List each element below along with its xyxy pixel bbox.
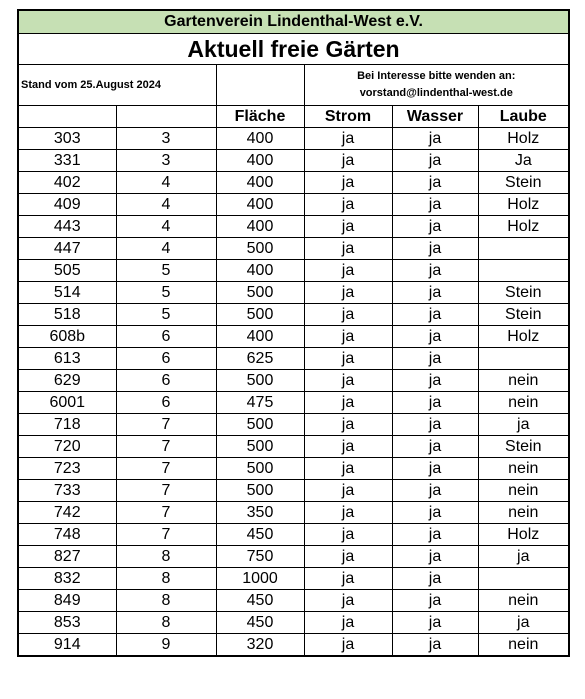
water-cell: ja bbox=[392, 436, 478, 458]
table-row bbox=[18, 590, 569, 612]
water-cell: ja bbox=[392, 150, 478, 172]
column-header-row bbox=[18, 106, 569, 128]
table-row bbox=[18, 414, 569, 436]
water-cell: ja bbox=[392, 128, 478, 150]
garden-number-cell: 723 bbox=[18, 458, 116, 480]
arbor-cell: nein bbox=[478, 502, 569, 524]
table-row bbox=[18, 150, 569, 172]
arbor-cell: Stein bbox=[478, 172, 569, 194]
garden-section-cell: 6 bbox=[116, 370, 216, 392]
table-row bbox=[18, 392, 569, 414]
garden-section-cell: 5 bbox=[116, 282, 216, 304]
water-cell: ja bbox=[392, 612, 478, 634]
contact-email: vorstand@lindenthal-west.de bbox=[359, 87, 513, 99]
garden-section-cell: 8 bbox=[116, 590, 216, 612]
arbor-cell: nein bbox=[478, 370, 569, 392]
garden-number-cell: 303 bbox=[18, 128, 116, 150]
garden-area-cell: 750 bbox=[216, 546, 304, 568]
electricity-cell: ja bbox=[304, 480, 392, 502]
electricity-cell: ja bbox=[304, 238, 392, 260]
garden-section-cell: 3 bbox=[116, 128, 216, 150]
arbor-cell: Holz bbox=[478, 216, 569, 238]
garden-section-cell: 4 bbox=[116, 172, 216, 194]
table-row bbox=[18, 282, 569, 304]
electricity-cell: ja bbox=[304, 546, 392, 568]
garden-area-cell: 500 bbox=[216, 370, 304, 392]
arbor-cell: nein bbox=[478, 458, 569, 480]
table-row bbox=[18, 546, 569, 568]
garden-number-cell: 613 bbox=[18, 348, 116, 370]
garden-section-cell: 7 bbox=[116, 458, 216, 480]
electricity-cell: ja bbox=[304, 172, 392, 194]
garden-number-cell: 849 bbox=[18, 590, 116, 612]
free-gardens-table bbox=[17, 9, 570, 657]
garden-section-cell: 7 bbox=[116, 524, 216, 546]
garden-area-cell: 450 bbox=[216, 590, 304, 612]
garden-area-cell: 475 bbox=[216, 392, 304, 414]
garden-section-cell: 8 bbox=[116, 546, 216, 568]
garden-section-cell: 6 bbox=[116, 326, 216, 348]
water-cell: ja bbox=[392, 414, 478, 436]
electricity-cell: ja bbox=[304, 568, 392, 590]
page-title: Aktuell freie Gärten bbox=[18, 34, 569, 65]
garden-section-cell: 5 bbox=[116, 304, 216, 326]
garden-area-cell: 500 bbox=[216, 282, 304, 304]
garden-number-cell: 505 bbox=[18, 260, 116, 282]
water-cell: ja bbox=[392, 238, 478, 260]
arbor-cell: nein bbox=[478, 480, 569, 502]
garden-area-cell: 500 bbox=[216, 238, 304, 260]
garden-number-cell: 832 bbox=[18, 568, 116, 590]
garden-section-cell: 4 bbox=[116, 238, 216, 260]
garden-number-cell: 608b bbox=[18, 326, 116, 348]
water-cell: ja bbox=[392, 392, 478, 414]
water-cell: ja bbox=[392, 260, 478, 282]
garden-number-cell: 6001 bbox=[18, 392, 116, 414]
table-row bbox=[18, 326, 569, 348]
table-row bbox=[18, 172, 569, 194]
garden-number-cell: 748 bbox=[18, 524, 116, 546]
arbor-cell: Holz bbox=[478, 524, 569, 546]
garden-number-cell: 447 bbox=[18, 238, 116, 260]
electricity-cell: ja bbox=[304, 436, 392, 458]
table-row bbox=[18, 216, 569, 238]
stand-date: Stand vom 25.August 2024 bbox=[18, 65, 216, 106]
arbor-cell: ja bbox=[478, 414, 569, 436]
garden-area-cell: 500 bbox=[216, 414, 304, 436]
arbor-cell: Stein bbox=[478, 436, 569, 458]
garden-area-cell: 400 bbox=[216, 260, 304, 282]
table-row bbox=[18, 436, 569, 458]
arbor-cell: nein bbox=[478, 634, 569, 657]
water-cell: ja bbox=[392, 524, 478, 546]
garden-number-cell: 629 bbox=[18, 370, 116, 392]
column-header-wasser: Wasser bbox=[392, 106, 478, 128]
table-row bbox=[18, 480, 569, 502]
electricity-cell: ja bbox=[304, 458, 392, 480]
arbor-cell: nein bbox=[478, 392, 569, 414]
water-cell: ja bbox=[392, 458, 478, 480]
stand-row bbox=[18, 65, 569, 106]
garden-section-cell: 3 bbox=[116, 150, 216, 172]
electricity-cell: ja bbox=[304, 304, 392, 326]
arbor-cell: Holz bbox=[478, 326, 569, 348]
arbor-cell: ja bbox=[478, 546, 569, 568]
water-cell: ja bbox=[392, 194, 478, 216]
water-cell: ja bbox=[392, 568, 478, 590]
arbor-cell: Holz bbox=[478, 128, 569, 150]
garden-number-cell: 443 bbox=[18, 216, 116, 238]
garden-area-cell: 625 bbox=[216, 348, 304, 370]
garden-section-cell: 7 bbox=[116, 480, 216, 502]
electricity-cell: ja bbox=[304, 524, 392, 546]
water-cell: ja bbox=[392, 348, 478, 370]
arbor-cell bbox=[478, 568, 569, 590]
table-row bbox=[18, 524, 569, 546]
garden-area-cell: 400 bbox=[216, 326, 304, 348]
garden-number-cell: 402 bbox=[18, 172, 116, 194]
water-cell: ja bbox=[392, 370, 478, 392]
table-row bbox=[18, 128, 569, 150]
garden-area-cell: 500 bbox=[216, 304, 304, 326]
garden-number-cell: 718 bbox=[18, 414, 116, 436]
garden-number-cell: 409 bbox=[18, 194, 116, 216]
column-header bbox=[116, 106, 216, 128]
electricity-cell: ja bbox=[304, 260, 392, 282]
title-row bbox=[18, 10, 569, 34]
garden-section-cell: 7 bbox=[116, 436, 216, 458]
garden-list-sheet bbox=[17, 9, 568, 657]
table-row bbox=[18, 502, 569, 524]
table-row bbox=[18, 194, 569, 216]
garden-area-cell: 400 bbox=[216, 150, 304, 172]
table-row bbox=[18, 612, 569, 634]
table-body bbox=[18, 10, 569, 656]
garden-area-cell: 350 bbox=[216, 502, 304, 524]
table-row bbox=[18, 370, 569, 392]
garden-number-cell: 518 bbox=[18, 304, 116, 326]
garden-area-cell: 400 bbox=[216, 128, 304, 150]
column-header-flaeche: Fläche bbox=[216, 106, 304, 128]
garden-section-cell: 9 bbox=[116, 634, 216, 657]
garden-area-cell: 500 bbox=[216, 480, 304, 502]
heading-row bbox=[18, 34, 569, 65]
garden-area-cell: 400 bbox=[216, 216, 304, 238]
electricity-cell: ja bbox=[304, 282, 392, 304]
table-row bbox=[18, 260, 569, 282]
column-header bbox=[18, 106, 116, 128]
garden-area-cell: 500 bbox=[216, 458, 304, 480]
table-row bbox=[18, 458, 569, 480]
contact-info bbox=[304, 65, 569, 106]
garden-area-cell: 500 bbox=[216, 436, 304, 458]
garden-number-cell: 742 bbox=[18, 502, 116, 524]
water-cell: ja bbox=[392, 546, 478, 568]
electricity-cell: ja bbox=[304, 392, 392, 414]
garden-area-cell: 400 bbox=[216, 194, 304, 216]
water-cell: ja bbox=[392, 326, 478, 348]
electricity-cell: ja bbox=[304, 128, 392, 150]
table-row bbox=[18, 238, 569, 260]
arbor-cell: Stein bbox=[478, 282, 569, 304]
water-cell: ja bbox=[392, 172, 478, 194]
electricity-cell: ja bbox=[304, 150, 392, 172]
garden-number-cell: 827 bbox=[18, 546, 116, 568]
table-row bbox=[18, 634, 569, 657]
garden-section-cell: 4 bbox=[116, 216, 216, 238]
electricity-cell: ja bbox=[304, 590, 392, 612]
electricity-cell: ja bbox=[304, 370, 392, 392]
electricity-cell: ja bbox=[304, 502, 392, 524]
garden-number-cell: 514 bbox=[18, 282, 116, 304]
arbor-cell bbox=[478, 260, 569, 282]
arbor-cell bbox=[478, 238, 569, 260]
table-row bbox=[18, 568, 569, 590]
water-cell: ja bbox=[392, 590, 478, 612]
water-cell: ja bbox=[392, 304, 478, 326]
garden-area-cell: 400 bbox=[216, 172, 304, 194]
water-cell: ja bbox=[392, 282, 478, 304]
arbor-cell: nein bbox=[478, 590, 569, 612]
electricity-cell: ja bbox=[304, 414, 392, 436]
garden-section-cell: 8 bbox=[116, 568, 216, 590]
arbor-cell bbox=[478, 348, 569, 370]
garden-number-cell: 720 bbox=[18, 436, 116, 458]
garden-section-cell: 5 bbox=[116, 260, 216, 282]
garden-section-cell: 7 bbox=[116, 502, 216, 524]
garden-section-cell: 4 bbox=[116, 194, 216, 216]
water-cell: ja bbox=[392, 634, 478, 657]
water-cell: ja bbox=[392, 480, 478, 502]
garden-area-cell: 450 bbox=[216, 612, 304, 634]
column-header-strom: Strom bbox=[304, 106, 392, 128]
garden-area-cell: 320 bbox=[216, 634, 304, 657]
table-row bbox=[18, 304, 569, 326]
garden-section-cell: 6 bbox=[116, 348, 216, 370]
garden-area-cell: 1000 bbox=[216, 568, 304, 590]
club-name: Gartenverein Lindenthal-West e.V. bbox=[18, 10, 569, 34]
garden-section-cell: 8 bbox=[116, 612, 216, 634]
contact-line-1: Bei Interesse bitte wenden an: bbox=[357, 70, 516, 82]
garden-number-cell: 914 bbox=[18, 634, 116, 657]
arbor-cell: Holz bbox=[478, 194, 569, 216]
garden-number-cell: 331 bbox=[18, 150, 116, 172]
arbor-cell: ja bbox=[478, 612, 569, 634]
electricity-cell: ja bbox=[304, 634, 392, 657]
electricity-cell: ja bbox=[304, 194, 392, 216]
garden-number-cell: 853 bbox=[18, 612, 116, 634]
table-row bbox=[18, 348, 569, 370]
garden-section-cell: 6 bbox=[116, 392, 216, 414]
electricity-cell: ja bbox=[304, 612, 392, 634]
water-cell: ja bbox=[392, 216, 478, 238]
arbor-cell: Stein bbox=[478, 304, 569, 326]
column-header-laube: Laube bbox=[478, 106, 569, 128]
garden-number-cell: 733 bbox=[18, 480, 116, 502]
garden-section-cell: 7 bbox=[116, 414, 216, 436]
electricity-cell: ja bbox=[304, 326, 392, 348]
electricity-cell: ja bbox=[304, 348, 392, 370]
arbor-cell: Ja bbox=[478, 150, 569, 172]
garden-area-cell: 450 bbox=[216, 524, 304, 546]
stand-spacer-cell bbox=[216, 65, 304, 106]
water-cell: ja bbox=[392, 502, 478, 524]
electricity-cell: ja bbox=[304, 216, 392, 238]
